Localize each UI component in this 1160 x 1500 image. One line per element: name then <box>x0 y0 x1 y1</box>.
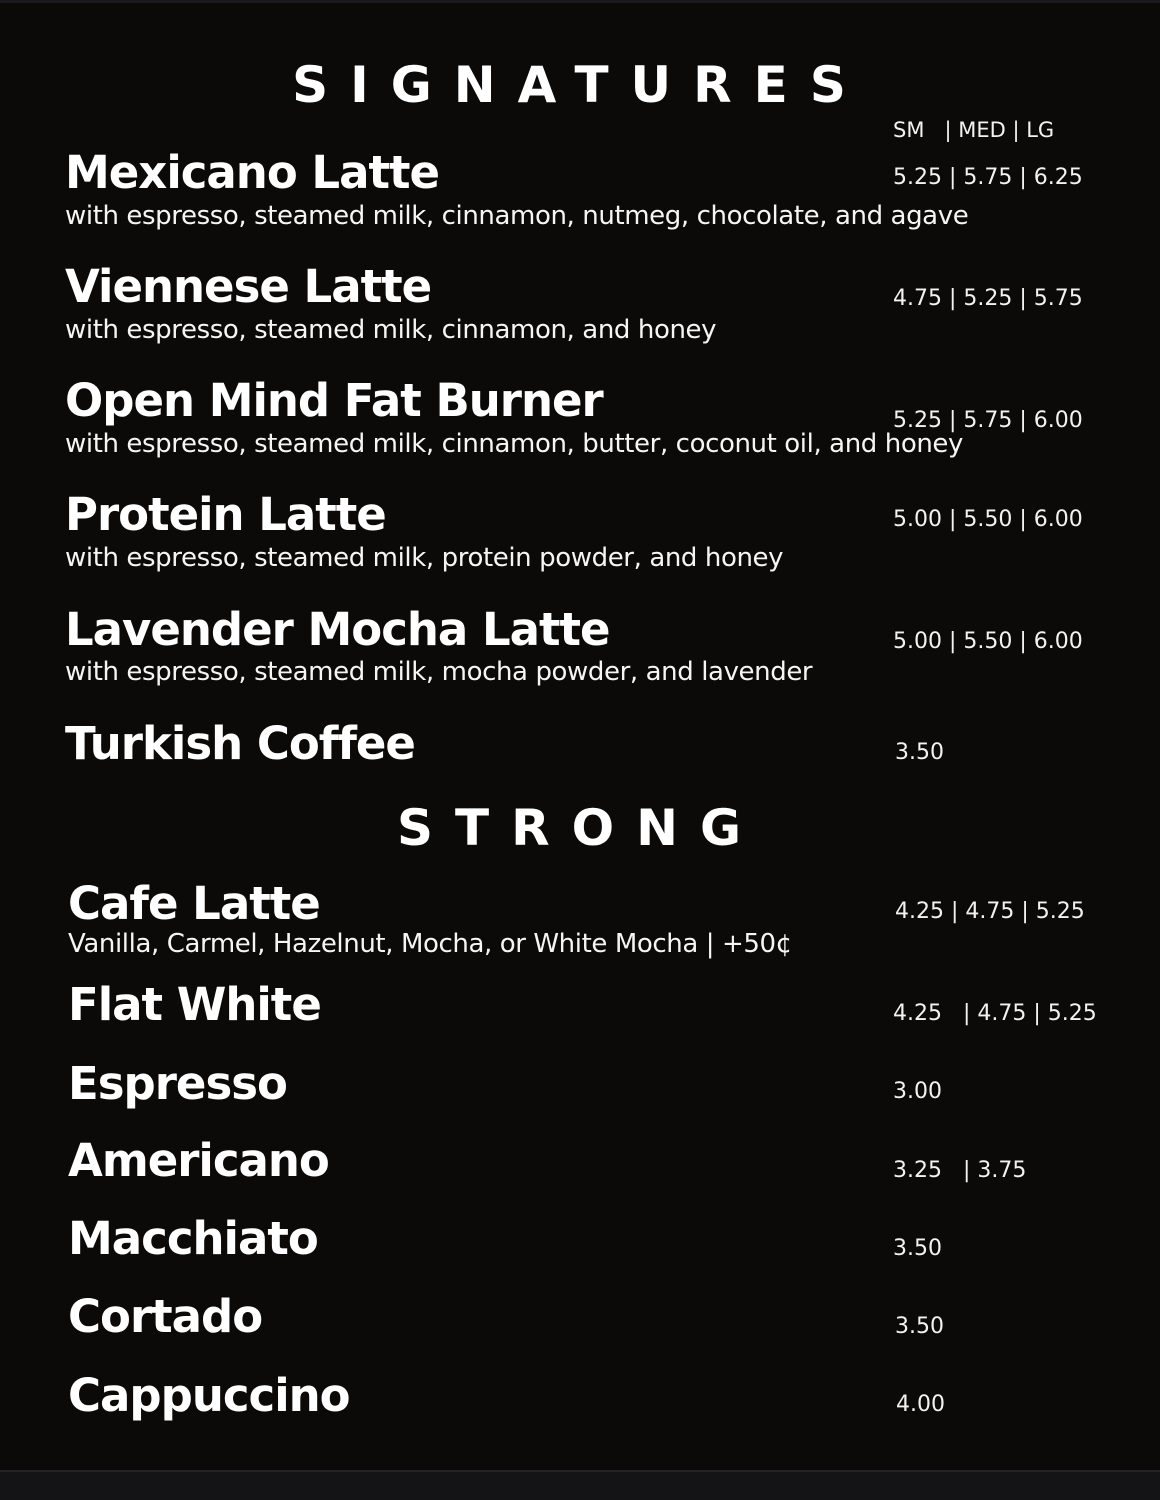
item-price: 3.50 <box>895 1314 944 1339</box>
item-price: 4.25 | 4.75 | 5.25 <box>895 899 1085 924</box>
bottom-edge <box>0 1470 1160 1500</box>
item-price: 3.00 <box>893 1079 942 1104</box>
item-name: Cortado <box>68 1290 263 1343</box>
item-price: 3.50 <box>895 740 944 765</box>
item-name: Turkish Coffee <box>65 717 415 770</box>
item-description: with espresso, steamed milk, cinnamon, and honey <box>65 315 717 345</box>
item-price: 5.00 | 5.50 | 6.00 <box>893 507 1083 532</box>
item-name: Viennese Latte <box>65 260 432 313</box>
item-name: Flat White <box>68 978 321 1031</box>
item-price: 5.25 | 5.75 | 6.25 <box>893 165 1083 190</box>
item-description: with espresso, steamed milk, mocha powder, and lavender <box>65 657 813 687</box>
item-price: 4.00 <box>896 1392 945 1417</box>
item-description: Vanilla, Carmel, Hazelnut, Mocha, or White Mocha | +50¢ <box>68 929 792 959</box>
item-price: 4.25 | 4.75 | 5.25 <box>893 1001 1097 1026</box>
item-name: Cappuccino <box>68 1369 350 1422</box>
item-price: 3.25 | 3.75 <box>893 1158 1027 1183</box>
top-edge <box>0 0 1160 3</box>
item-price: 3.50 <box>893 1236 942 1261</box>
section-title-signatures: SIGNATURES <box>292 56 868 114</box>
item-description: with espresso, steamed milk, protein powder, and honey <box>65 543 784 573</box>
section-title-strong: STRONG <box>396 799 763 857</box>
item-price: 5.25 | 5.75 | 6.00 <box>893 408 1083 433</box>
size-header: SM | MED | LG <box>893 118 1055 142</box>
item-price: 4.75 | 5.25 | 5.75 <box>893 286 1083 311</box>
item-name: Espresso <box>68 1057 287 1110</box>
item-name: Protein Latte <box>65 488 386 541</box>
item-name: Americano <box>68 1134 329 1187</box>
item-name: Open Mind Fat Burner <box>65 374 603 427</box>
item-price: 5.00 | 5.50 | 6.00 <box>893 629 1083 654</box>
item-description: with espresso, steamed milk, cinnamon, butter, coconut oil, and honey <box>65 429 964 459</box>
item-description: with espresso, steamed milk, cinnamon, nutmeg, chocolate, and agave <box>65 201 969 231</box>
item-name: Mexicano Latte <box>65 146 439 199</box>
item-name: Cafe Latte <box>68 877 320 930</box>
item-name: Lavender Mocha Latte <box>65 603 610 656</box>
item-name: Macchiato <box>68 1212 318 1265</box>
